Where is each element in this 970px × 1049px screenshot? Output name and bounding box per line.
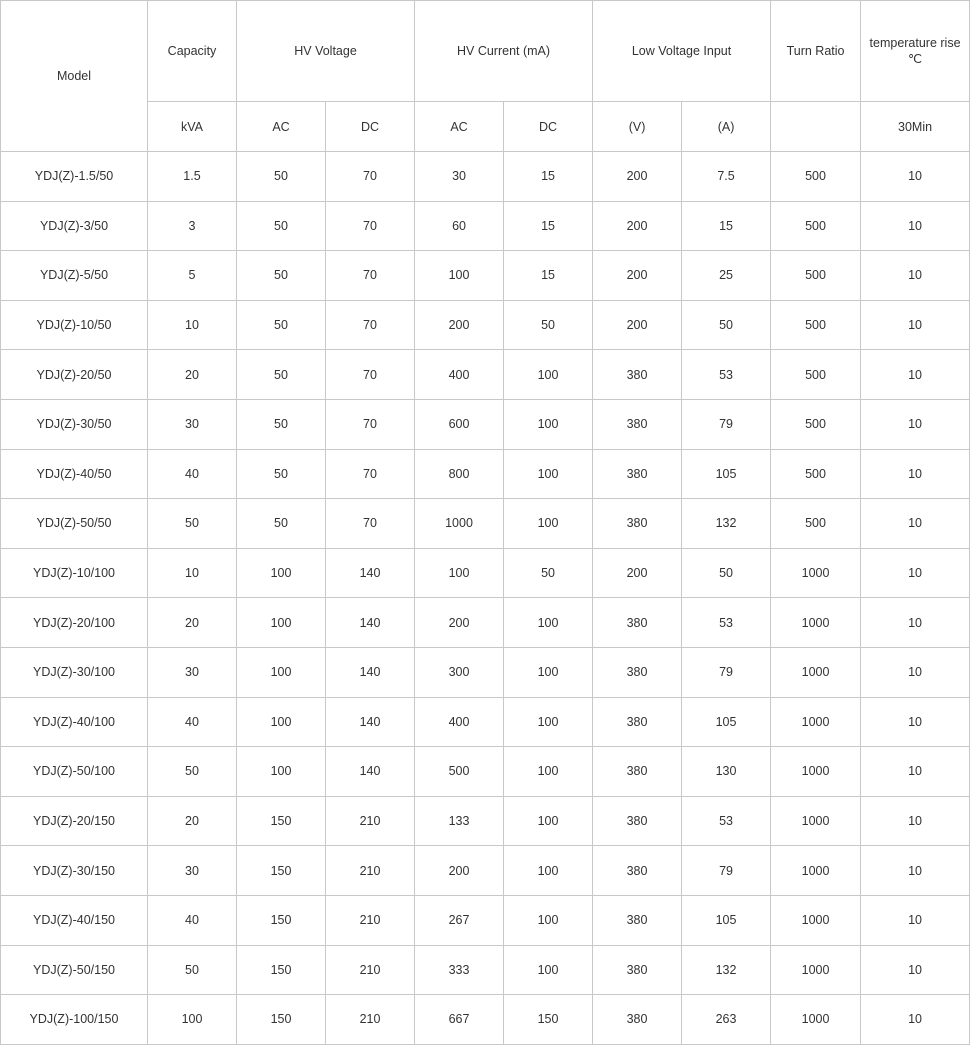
header-model: Model <box>1 1 148 152</box>
cell-hv-current-ac: 1000 <box>415 499 504 549</box>
cell-capacity: 40 <box>148 697 237 747</box>
cell-low-voltage-a: 53 <box>682 598 771 648</box>
cell-hv-voltage-ac: 100 <box>237 747 326 797</box>
cell-capacity: 50 <box>148 747 237 797</box>
header-temperature-rise <box>861 1 970 102</box>
cell-low-voltage-v: 380 <box>593 399 682 449</box>
cell-capacity: 10 <box>148 548 237 598</box>
cell-low-voltage-v: 380 <box>593 697 682 747</box>
cell-low-voltage-a: 105 <box>682 697 771 747</box>
cell-capacity: 3 <box>148 201 237 251</box>
cell-model: YDJ(Z)-3/50 <box>1 201 148 251</box>
cell-hv-current-ac: 100 <box>415 548 504 598</box>
cell-hv-voltage-ac: 50 <box>237 300 326 350</box>
table-body <box>1 152 970 1045</box>
cell-temperature-rise: 10 <box>861 350 970 400</box>
cell-hv-voltage-dc: 140 <box>326 647 415 697</box>
cell-temperature-rise: 10 <box>861 251 970 301</box>
cell-low-voltage-a: 79 <box>682 846 771 896</box>
cell-turn-ratio: 1000 <box>771 945 861 995</box>
cell-turn-ratio: 500 <box>771 251 861 301</box>
table-row <box>1 152 970 202</box>
cell-hv-voltage-dc: 210 <box>326 945 415 995</box>
cell-low-voltage-a: 130 <box>682 747 771 797</box>
cell-capacity: 5 <box>148 251 237 301</box>
cell-low-voltage-a: 105 <box>682 449 771 499</box>
cell-low-voltage-a: 53 <box>682 796 771 846</box>
cell-model: YDJ(Z)-10/100 <box>1 548 148 598</box>
table-row <box>1 846 970 896</box>
cell-temperature-rise: 10 <box>861 846 970 896</box>
header-temperature-time: 30Min <box>861 102 970 152</box>
header-hv-current: HV Current (mA) <box>415 1 593 102</box>
cell-low-voltage-v: 380 <box>593 747 682 797</box>
cell-hv-current-dc: 100 <box>504 647 593 697</box>
cell-temperature-rise: 10 <box>861 300 970 350</box>
cell-low-voltage-a: 53 <box>682 350 771 400</box>
cell-turn-ratio: 1000 <box>771 895 861 945</box>
cell-hv-current-dc: 100 <box>504 796 593 846</box>
cell-temperature-rise: 10 <box>861 697 970 747</box>
cell-turn-ratio: 1000 <box>771 598 861 648</box>
header-hv-current-dc: DC <box>504 102 593 152</box>
cell-low-voltage-a: 50 <box>682 300 771 350</box>
cell-low-voltage-a: 79 <box>682 399 771 449</box>
cell-low-voltage-v: 380 <box>593 796 682 846</box>
cell-low-voltage-a: 132 <box>682 499 771 549</box>
cell-low-voltage-a: 263 <box>682 995 771 1045</box>
table-row <box>1 647 970 697</box>
cell-hv-voltage-dc: 140 <box>326 548 415 598</box>
table-row <box>1 895 970 945</box>
cell-hv-voltage-dc: 70 <box>326 449 415 499</box>
cell-capacity: 40 <box>148 895 237 945</box>
cell-model: YDJ(Z)-50/50 <box>1 499 148 549</box>
cell-hv-current-ac: 600 <box>415 399 504 449</box>
cell-turn-ratio: 500 <box>771 449 861 499</box>
cell-temperature-rise: 10 <box>861 499 970 549</box>
cell-capacity: 20 <box>148 350 237 400</box>
cell-capacity: 10 <box>148 300 237 350</box>
cell-model: YDJ(Z)-1.5/50 <box>1 152 148 202</box>
header-low-voltage-a: (A) <box>682 102 771 152</box>
header-turn-ratio-unit <box>771 102 861 152</box>
table-row <box>1 796 970 846</box>
cell-hv-voltage-ac: 50 <box>237 499 326 549</box>
header-capacity: Capacity <box>148 1 237 102</box>
cell-temperature-rise: 10 <box>861 895 970 945</box>
cell-hv-current-ac: 400 <box>415 350 504 400</box>
cell-model: YDJ(Z)-10/50 <box>1 300 148 350</box>
cell-hv-current-dc: 15 <box>504 251 593 301</box>
cell-model: YDJ(Z)-5/50 <box>1 251 148 301</box>
cell-turn-ratio: 1000 <box>771 796 861 846</box>
cell-hv-voltage-ac: 150 <box>237 895 326 945</box>
cell-hv-current-ac: 667 <box>415 995 504 1045</box>
cell-hv-current-dc: 15 <box>504 201 593 251</box>
cell-hv-voltage-dc: 210 <box>326 796 415 846</box>
cell-capacity: 50 <box>148 945 237 995</box>
cell-low-voltage-v: 200 <box>593 152 682 202</box>
cell-low-voltage-v: 380 <box>593 449 682 499</box>
cell-turn-ratio: 1000 <box>771 846 861 896</box>
cell-model: YDJ(Z)-100/150 <box>1 995 148 1045</box>
cell-model: YDJ(Z)-50/100 <box>1 747 148 797</box>
cell-hv-voltage-ac: 50 <box>237 251 326 301</box>
header-hv-voltage-ac: AC <box>237 102 326 152</box>
cell-model: YDJ(Z)-40/50 <box>1 449 148 499</box>
cell-temperature-rise: 10 <box>861 152 970 202</box>
cell-hv-current-dc: 100 <box>504 747 593 797</box>
header-hv-voltage: HV Voltage <box>237 1 415 102</box>
table-header <box>1 1 970 152</box>
cell-hv-voltage-ac: 50 <box>237 152 326 202</box>
header-temperature-label: temperature rise <box>869 36 961 50</box>
cell-hv-current-ac: 300 <box>415 647 504 697</box>
cell-low-voltage-v: 380 <box>593 499 682 549</box>
cell-capacity: 100 <box>148 995 237 1045</box>
cell-low-voltage-v: 380 <box>593 995 682 1045</box>
cell-hv-current-dc: 100 <box>504 449 593 499</box>
cell-turn-ratio: 500 <box>771 499 861 549</box>
cell-temperature-rise: 10 <box>861 945 970 995</box>
cell-hv-current-ac: 400 <box>415 697 504 747</box>
cell-turn-ratio: 500 <box>771 201 861 251</box>
cell-temperature-rise: 10 <box>861 548 970 598</box>
cell-low-voltage-v: 380 <box>593 598 682 648</box>
cell-temperature-rise: 10 <box>861 598 970 648</box>
cell-hv-current-dc: 15 <box>504 152 593 202</box>
cell-temperature-rise: 10 <box>861 449 970 499</box>
cell-temperature-rise: 10 <box>861 747 970 797</box>
cell-capacity: 40 <box>148 449 237 499</box>
cell-model: YDJ(Z)-50/150 <box>1 945 148 995</box>
cell-hv-voltage-dc: 210 <box>326 995 415 1045</box>
cell-hv-voltage-dc: 70 <box>326 152 415 202</box>
cell-hv-current-dc: 100 <box>504 598 593 648</box>
cell-low-voltage-a: 50 <box>682 548 771 598</box>
cell-hv-voltage-dc: 70 <box>326 350 415 400</box>
table-row <box>1 945 970 995</box>
cell-low-voltage-v: 200 <box>593 548 682 598</box>
cell-hv-voltage-dc: 70 <box>326 251 415 301</box>
cell-model: YDJ(Z)-40/100 <box>1 697 148 747</box>
cell-low-voltage-v: 380 <box>593 647 682 697</box>
cell-hv-voltage-ac: 150 <box>237 846 326 896</box>
cell-low-voltage-a: 7.5 <box>682 152 771 202</box>
header-turn-ratio: Turn Ratio <box>771 1 861 102</box>
cell-hv-current-ac: 333 <box>415 945 504 995</box>
cell-hv-current-dc: 50 <box>504 548 593 598</box>
cell-hv-voltage-dc: 70 <box>326 399 415 449</box>
cell-low-voltage-v: 380 <box>593 945 682 995</box>
header-temperature-unit: ℃ <box>908 52 923 66</box>
cell-low-voltage-v: 380 <box>593 846 682 896</box>
cell-hv-voltage-ac: 50 <box>237 201 326 251</box>
cell-hv-current-ac: 200 <box>415 846 504 896</box>
cell-turn-ratio: 1000 <box>771 647 861 697</box>
cell-capacity: 30 <box>148 647 237 697</box>
cell-hv-current-dc: 50 <box>504 300 593 350</box>
header-hv-voltage-dc: DC <box>326 102 415 152</box>
header-low-voltage-v: (V) <box>593 102 682 152</box>
table-row <box>1 399 970 449</box>
cell-hv-current-dc: 150 <box>504 995 593 1045</box>
cell-hv-current-ac: 200 <box>415 598 504 648</box>
cell-hv-voltage-dc: 70 <box>326 499 415 549</box>
table-row <box>1 697 970 747</box>
cell-model: YDJ(Z)-20/100 <box>1 598 148 648</box>
cell-hv-voltage-dc: 210 <box>326 895 415 945</box>
cell-turn-ratio: 500 <box>771 399 861 449</box>
cell-hv-voltage-dc: 140 <box>326 747 415 797</box>
table-row <box>1 201 970 251</box>
table-row <box>1 300 970 350</box>
cell-temperature-rise: 10 <box>861 201 970 251</box>
cell-hv-current-ac: 60 <box>415 201 504 251</box>
header-capacity-unit: kVA <box>148 102 237 152</box>
cell-hv-voltage-ac: 150 <box>237 945 326 995</box>
table-row <box>1 598 970 648</box>
cell-hv-voltage-dc: 70 <box>326 300 415 350</box>
table-row <box>1 747 970 797</box>
cell-hv-voltage-ac: 150 <box>237 796 326 846</box>
cell-turn-ratio: 500 <box>771 152 861 202</box>
cell-hv-current-dc: 100 <box>504 499 593 549</box>
table-row <box>1 350 970 400</box>
cell-low-voltage-a: 25 <box>682 251 771 301</box>
table-row <box>1 499 970 549</box>
cell-hv-voltage-ac: 50 <box>237 399 326 449</box>
table-row <box>1 548 970 598</box>
cell-model: YDJ(Z)-30/50 <box>1 399 148 449</box>
cell-model: YDJ(Z)-40/150 <box>1 895 148 945</box>
header-hv-current-ac: AC <box>415 102 504 152</box>
table-row <box>1 251 970 301</box>
cell-low-voltage-v: 200 <box>593 201 682 251</box>
cell-turn-ratio: 1000 <box>771 548 861 598</box>
cell-hv-current-dc: 100 <box>504 945 593 995</box>
cell-hv-current-ac: 500 <box>415 747 504 797</box>
cell-temperature-rise: 10 <box>861 995 970 1045</box>
cell-capacity: 50 <box>148 499 237 549</box>
cell-model: YDJ(Z)-30/100 <box>1 647 148 697</box>
cell-capacity: 1.5 <box>148 152 237 202</box>
cell-low-voltage-a: 132 <box>682 945 771 995</box>
cell-capacity: 20 <box>148 598 237 648</box>
cell-temperature-rise: 10 <box>861 647 970 697</box>
cell-hv-voltage-ac: 100 <box>237 548 326 598</box>
cell-low-voltage-v: 380 <box>593 895 682 945</box>
cell-temperature-rise: 10 <box>861 796 970 846</box>
cell-low-voltage-v: 200 <box>593 300 682 350</box>
cell-capacity: 20 <box>148 796 237 846</box>
cell-temperature-rise: 10 <box>861 399 970 449</box>
cell-hv-voltage-ac: 150 <box>237 995 326 1045</box>
cell-low-voltage-v: 200 <box>593 251 682 301</box>
cell-turn-ratio: 1000 <box>771 697 861 747</box>
cell-turn-ratio: 1000 <box>771 995 861 1045</box>
cell-hv-voltage-dc: 70 <box>326 201 415 251</box>
cell-model: YDJ(Z)-30/150 <box>1 846 148 896</box>
cell-hv-voltage-ac: 50 <box>237 350 326 400</box>
cell-hv-voltage-dc: 140 <box>326 697 415 747</box>
cell-hv-voltage-ac: 100 <box>237 647 326 697</box>
table-row <box>1 449 970 499</box>
cell-low-voltage-a: 79 <box>682 647 771 697</box>
cell-hv-voltage-dc: 140 <box>326 598 415 648</box>
cell-hv-current-dc: 100 <box>504 399 593 449</box>
cell-hv-current-ac: 200 <box>415 300 504 350</box>
cell-hv-current-dc: 100 <box>504 697 593 747</box>
cell-hv-current-ac: 100 <box>415 251 504 301</box>
cell-hv-current-dc: 100 <box>504 846 593 896</box>
cell-turn-ratio: 500 <box>771 350 861 400</box>
cell-hv-voltage-ac: 50 <box>237 449 326 499</box>
cell-hv-current-ac: 800 <box>415 449 504 499</box>
header-low-voltage-input: Low Voltage Input <box>593 1 771 102</box>
cell-hv-current-ac: 133 <box>415 796 504 846</box>
cell-hv-voltage-ac: 100 <box>237 697 326 747</box>
cell-low-voltage-a: 15 <box>682 201 771 251</box>
cell-hv-current-ac: 267 <box>415 895 504 945</box>
cell-hv-current-dc: 100 <box>504 895 593 945</box>
cell-model: YDJ(Z)-20/50 <box>1 350 148 400</box>
cell-capacity: 30 <box>148 846 237 896</box>
cell-turn-ratio: 500 <box>771 300 861 350</box>
cell-low-voltage-a: 105 <box>682 895 771 945</box>
table-row <box>1 995 970 1045</box>
cell-turn-ratio: 1000 <box>771 747 861 797</box>
cell-hv-current-dc: 100 <box>504 350 593 400</box>
cell-hv-voltage-ac: 100 <box>237 598 326 648</box>
cell-model: YDJ(Z)-20/150 <box>1 796 148 846</box>
cell-hv-voltage-dc: 210 <box>326 846 415 896</box>
cell-hv-current-ac: 30 <box>415 152 504 202</box>
cell-low-voltage-v: 380 <box>593 350 682 400</box>
cell-capacity: 30 <box>148 399 237 449</box>
